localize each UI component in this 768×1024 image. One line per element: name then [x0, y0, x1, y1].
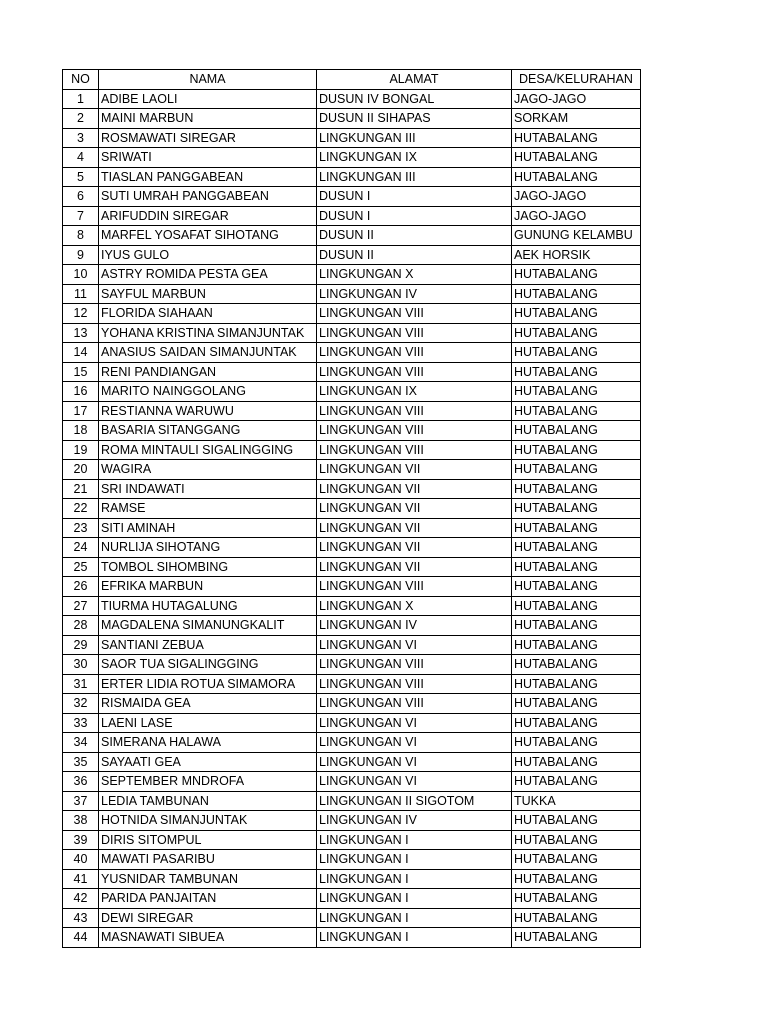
cell-nama: HOTNIDA SIMANJUNTAK — [99, 811, 317, 831]
table-row — [63, 343, 641, 363]
cell-no: 39 — [63, 830, 99, 850]
cell-desa-kelurahan: HUTABALANG — [512, 596, 641, 616]
cell-alamat: LINGKUNGAN II SIGOTOM — [317, 791, 512, 811]
cell-nama: RISMAIDA GEA — [99, 694, 317, 714]
cell-alamat: LINGKUNGAN VII — [317, 460, 512, 480]
table-row — [63, 655, 641, 675]
table-row — [63, 128, 641, 148]
cell-desa-kelurahan: HUTABALANG — [512, 479, 641, 499]
cell-no: 7 — [63, 206, 99, 226]
cell-no: 21 — [63, 479, 99, 499]
cell-no: 26 — [63, 577, 99, 597]
cell-alamat: LINGKUNGAN I — [317, 928, 512, 948]
cell-nama: MARFEL YOSAFAT SIHOTANG — [99, 226, 317, 246]
table-row — [63, 479, 641, 499]
cell-desa-kelurahan: JAGO-JAGO — [512, 187, 641, 207]
cell-desa-kelurahan: HUTABALANG — [512, 128, 641, 148]
cell-nama: ROMA MINTAULI SIGALINGGING — [99, 440, 317, 460]
cell-alamat: LINGKUNGAN VIII — [317, 343, 512, 363]
cell-alamat: LINGKUNGAN III — [317, 128, 512, 148]
cell-desa-kelurahan: HUTABALANG — [512, 343, 641, 363]
table-row — [63, 908, 641, 928]
table-row — [63, 616, 641, 636]
cell-alamat: LINGKUNGAN VII — [317, 518, 512, 538]
cell-desa-kelurahan: HUTABALANG — [512, 635, 641, 655]
cell-alamat: LINGKUNGAN VII — [317, 499, 512, 519]
table-row — [63, 850, 641, 870]
cell-alamat: LINGKUNGAN VIII — [317, 440, 512, 460]
cell-desa-kelurahan: HUTABALANG — [512, 674, 641, 694]
cell-alamat: LINGKUNGAN VI — [317, 635, 512, 655]
cell-alamat: LINGKUNGAN IV — [317, 284, 512, 304]
cell-nama: SITI AMINAH — [99, 518, 317, 538]
cell-desa-kelurahan: HUTABALANG — [512, 265, 641, 285]
cell-desa-kelurahan: HUTABALANG — [512, 167, 641, 187]
cell-alamat: LINGKUNGAN IV — [317, 616, 512, 636]
cell-no: 27 — [63, 596, 99, 616]
cell-nama: MAINI MARBUN — [99, 109, 317, 129]
table-row — [63, 674, 641, 694]
cell-alamat: LINGKUNGAN VIII — [317, 421, 512, 441]
cell-nama: TIASLAN PANGGABEAN — [99, 167, 317, 187]
cell-no: 28 — [63, 616, 99, 636]
cell-no: 18 — [63, 421, 99, 441]
cell-desa-kelurahan: HUTABALANG — [512, 304, 641, 324]
cell-alamat: DUSUN II — [317, 226, 512, 246]
cell-desa-kelurahan: HUTABALANG — [512, 772, 641, 792]
cell-alamat: LINGKUNGAN VIII — [317, 694, 512, 714]
cell-nama: IYUS GULO — [99, 245, 317, 265]
cell-alamat: LINGKUNGAN VIII — [317, 674, 512, 694]
cell-no: 42 — [63, 889, 99, 909]
table-row — [63, 811, 641, 831]
cell-no: 33 — [63, 713, 99, 733]
cell-desa-kelurahan: JAGO-JAGO — [512, 206, 641, 226]
cell-no: 24 — [63, 538, 99, 558]
cell-alamat: LINGKUNGAN VII — [317, 538, 512, 558]
cell-desa-kelurahan: HUTABALANG — [512, 616, 641, 636]
cell-no: 25 — [63, 557, 99, 577]
cell-no: 14 — [63, 343, 99, 363]
table-row — [63, 772, 641, 792]
cell-desa-kelurahan: HUTABALANG — [512, 440, 641, 460]
cell-nama: ASTRY ROMIDA PESTA GEA — [99, 265, 317, 285]
cell-alamat: LINGKUNGAN VIII — [317, 577, 512, 597]
cell-nama: ERTER LIDIA ROTUA SIMAMORA — [99, 674, 317, 694]
table-row — [63, 596, 641, 616]
cell-no: 43 — [63, 908, 99, 928]
cell-no: 17 — [63, 401, 99, 421]
table-row — [63, 577, 641, 597]
cell-nama: YOHANA KRISTINA SIMANJUNTAK — [99, 323, 317, 343]
cell-nama: RENI PANDIANGAN — [99, 362, 317, 382]
cell-desa-kelurahan: HUTABALANG — [512, 850, 641, 870]
cell-no: 5 — [63, 167, 99, 187]
cell-no: 38 — [63, 811, 99, 831]
cell-nama: ADIBE LAOLI — [99, 89, 317, 109]
cell-alamat: LINGKUNGAN VIII — [317, 304, 512, 324]
cell-no: 44 — [63, 928, 99, 948]
table-row — [63, 460, 641, 480]
cell-alamat: LINGKUNGAN I — [317, 908, 512, 928]
header-desa-kelurahan: DESA/KELURAHAN — [512, 70, 641, 90]
cell-no: 11 — [63, 284, 99, 304]
cell-nama: DIRIS SITOMPUL — [99, 830, 317, 850]
table-row — [63, 245, 641, 265]
cell-alamat: LINGKUNGAN VII — [317, 557, 512, 577]
cell-no: 34 — [63, 733, 99, 753]
cell-nama: LEDIA TAMBUNAN — [99, 791, 317, 811]
cell-desa-kelurahan: JAGO-JAGO — [512, 89, 641, 109]
table-row — [63, 284, 641, 304]
cell-desa-kelurahan: HUTABALANG — [512, 752, 641, 772]
cell-desa-kelurahan: HUTABALANG — [512, 889, 641, 909]
cell-nama: TIURMA HUTAGALUNG — [99, 596, 317, 616]
table-row — [63, 538, 641, 558]
cell-desa-kelurahan: TUKKA — [512, 791, 641, 811]
cell-nama: MAGDALENA SIMANUNGKALIT — [99, 616, 317, 636]
cell-nama: TOMBOL SIHOMBING — [99, 557, 317, 577]
cell-alamat: DUSUN I — [317, 187, 512, 207]
cell-nama: ARIFUDDIN SIREGAR — [99, 206, 317, 226]
cell-desa-kelurahan: HUTABALANG — [512, 557, 641, 577]
cell-desa-kelurahan: HUTABALANG — [512, 148, 641, 168]
cell-desa-kelurahan: HUTABALANG — [512, 499, 641, 519]
cell-nama: PARIDA PANJAITAN — [99, 889, 317, 909]
cell-desa-kelurahan: HUTABALANG — [512, 362, 641, 382]
cell-no: 1 — [63, 89, 99, 109]
cell-desa-kelurahan: HUTABALANG — [512, 928, 641, 948]
table-row — [63, 752, 641, 772]
cell-nama: MAWATI PASARIBU — [99, 850, 317, 870]
cell-nama: RESTIANNA WARUWU — [99, 401, 317, 421]
header-alamat: ALAMAT — [317, 70, 512, 90]
cell-nama: ROSMAWATI SIREGAR — [99, 128, 317, 148]
cell-nama: SRIWATI — [99, 148, 317, 168]
cell-desa-kelurahan: HUTABALANG — [512, 518, 641, 538]
cell-no: 35 — [63, 752, 99, 772]
cell-alamat: DUSUN II — [317, 245, 512, 265]
cell-nama: SAYFUL MARBUN — [99, 284, 317, 304]
cell-nama: EFRIKA MARBUN — [99, 577, 317, 597]
cell-desa-kelurahan: HUTABALANG — [512, 382, 641, 402]
cell-alamat: LINGKUNGAN VIII — [317, 401, 512, 421]
cell-alamat: LINGKUNGAN VI — [317, 713, 512, 733]
table-row — [63, 401, 641, 421]
table-row — [63, 89, 641, 109]
table-row — [63, 518, 641, 538]
cell-desa-kelurahan: HUTABALANG — [512, 460, 641, 480]
cell-desa-kelurahan: HUTABALANG — [512, 908, 641, 928]
cell-alamat: LINGKUNGAN IV — [317, 811, 512, 831]
table-row — [63, 713, 641, 733]
table-row — [63, 382, 641, 402]
table-row — [63, 440, 641, 460]
cell-desa-kelurahan: HUTABALANG — [512, 401, 641, 421]
cell-nama: MARITO NAINGGOLANG — [99, 382, 317, 402]
cell-alamat: LINGKUNGAN VI — [317, 772, 512, 792]
cell-alamat: LINGKUNGAN X — [317, 265, 512, 285]
table-row — [63, 265, 641, 285]
cell-no: 6 — [63, 187, 99, 207]
cell-desa-kelurahan: HUTABALANG — [512, 284, 641, 304]
table-row — [63, 323, 641, 343]
cell-no: 41 — [63, 869, 99, 889]
table-row — [63, 148, 641, 168]
cell-no: 4 — [63, 148, 99, 168]
cell-alamat: LINGKUNGAN I — [317, 869, 512, 889]
table-row — [63, 187, 641, 207]
table-row — [63, 206, 641, 226]
cell-alamat: LINGKUNGAN VII — [317, 479, 512, 499]
cell-no: 32 — [63, 694, 99, 714]
cell-no: 20 — [63, 460, 99, 480]
cell-nama: SUTI UMRAH PANGGABEAN — [99, 187, 317, 207]
cell-alamat: LINGKUNGAN IX — [317, 148, 512, 168]
cell-desa-kelurahan: AEK HORSIK — [512, 245, 641, 265]
cell-alamat: DUSUN IV BONGAL — [317, 89, 512, 109]
cell-alamat: LINGKUNGAN VI — [317, 752, 512, 772]
cell-alamat: DUSUN I — [317, 206, 512, 226]
cell-no: 16 — [63, 382, 99, 402]
cell-nama: BASARIA SITANGGANG — [99, 421, 317, 441]
table-row — [63, 889, 641, 909]
table-row — [63, 830, 641, 850]
table-row — [63, 421, 641, 441]
cell-alamat: LINGKUNGAN I — [317, 889, 512, 909]
cell-no: 3 — [63, 128, 99, 148]
table-row — [63, 304, 641, 324]
cell-alamat: LINGKUNGAN VI — [317, 733, 512, 753]
cell-desa-kelurahan: HUTABALANG — [512, 713, 641, 733]
cell-nama: SEPTEMBER MNDROFA — [99, 772, 317, 792]
cell-no: 22 — [63, 499, 99, 519]
cell-nama: FLORIDA SIAHAAN — [99, 304, 317, 324]
cell-no: 36 — [63, 772, 99, 792]
cell-no: 13 — [63, 323, 99, 343]
cell-nama: RAMSE — [99, 499, 317, 519]
cell-no: 9 — [63, 245, 99, 265]
cell-nama: SRI INDAWATI — [99, 479, 317, 499]
cell-desa-kelurahan: HUTABALANG — [512, 323, 641, 343]
table-header-row — [63, 70, 641, 90]
cell-desa-kelurahan: HUTABALANG — [512, 694, 641, 714]
cell-nama: MASNAWATI SIBUEA — [99, 928, 317, 948]
table-row — [63, 791, 641, 811]
cell-no: 8 — [63, 226, 99, 246]
table-row — [63, 362, 641, 382]
table-row — [63, 109, 641, 129]
cell-alamat: LINGKUNGAN IX — [317, 382, 512, 402]
cell-nama: SAOR TUA SIGALINGGING — [99, 655, 317, 675]
table-row — [63, 635, 641, 655]
resident-table — [62, 69, 641, 948]
table-row — [63, 167, 641, 187]
cell-no: 23 — [63, 518, 99, 538]
cell-nama: ANASIUS SAIDAN SIMANJUNTAK — [99, 343, 317, 363]
table-row — [63, 928, 641, 948]
table-body — [63, 89, 641, 947]
cell-desa-kelurahan: HUTABALANG — [512, 577, 641, 597]
table-row — [63, 869, 641, 889]
cell-alamat: DUSUN II SIHAPAS — [317, 109, 512, 129]
cell-desa-kelurahan: HUTABALANG — [512, 733, 641, 753]
cell-alamat: LINGKUNGAN VIII — [317, 362, 512, 382]
cell-desa-kelurahan: HUTABALANG — [512, 811, 641, 831]
header-nama: NAMA — [99, 70, 317, 90]
cell-no: 2 — [63, 109, 99, 129]
cell-no: 30 — [63, 655, 99, 675]
cell-nama: NURLIJA SIHOTANG — [99, 538, 317, 558]
table-row — [63, 499, 641, 519]
table-row — [63, 694, 641, 714]
cell-no: 15 — [63, 362, 99, 382]
cell-nama: DEWI SIREGAR — [99, 908, 317, 928]
cell-nama: LAENI LASE — [99, 713, 317, 733]
cell-no: 29 — [63, 635, 99, 655]
header-no: NO — [63, 70, 99, 90]
cell-desa-kelurahan: HUTABALANG — [512, 421, 641, 441]
cell-alamat: LINGKUNGAN I — [317, 830, 512, 850]
cell-nama: SANTIANI ZEBUA — [99, 635, 317, 655]
cell-desa-kelurahan: SORKAM — [512, 109, 641, 129]
cell-no: 31 — [63, 674, 99, 694]
cell-desa-kelurahan: HUTABALANG — [512, 830, 641, 850]
cell-nama: WAGIRA — [99, 460, 317, 480]
cell-alamat: LINGKUNGAN VIII — [317, 655, 512, 675]
cell-alamat: LINGKUNGAN III — [317, 167, 512, 187]
cell-no: 19 — [63, 440, 99, 460]
cell-desa-kelurahan: HUTABALANG — [512, 538, 641, 558]
cell-no: 40 — [63, 850, 99, 870]
table-row — [63, 226, 641, 246]
cell-alamat: LINGKUNGAN VIII — [317, 323, 512, 343]
cell-nama: SAYAATI GEA — [99, 752, 317, 772]
cell-no: 12 — [63, 304, 99, 324]
cell-desa-kelurahan: HUTABALANG — [512, 869, 641, 889]
cell-no: 37 — [63, 791, 99, 811]
cell-desa-kelurahan: HUTABALANG — [512, 655, 641, 675]
cell-no: 10 — [63, 265, 99, 285]
cell-desa-kelurahan: GUNUNG KELAMBU — [512, 226, 641, 246]
cell-nama: SIMERANA HALAWA — [99, 733, 317, 753]
cell-nama: YUSNIDAR TAMBUNAN — [99, 869, 317, 889]
table-row — [63, 557, 641, 577]
table-row — [63, 733, 641, 753]
cell-alamat: LINGKUNGAN X — [317, 596, 512, 616]
cell-alamat: LINGKUNGAN I — [317, 850, 512, 870]
